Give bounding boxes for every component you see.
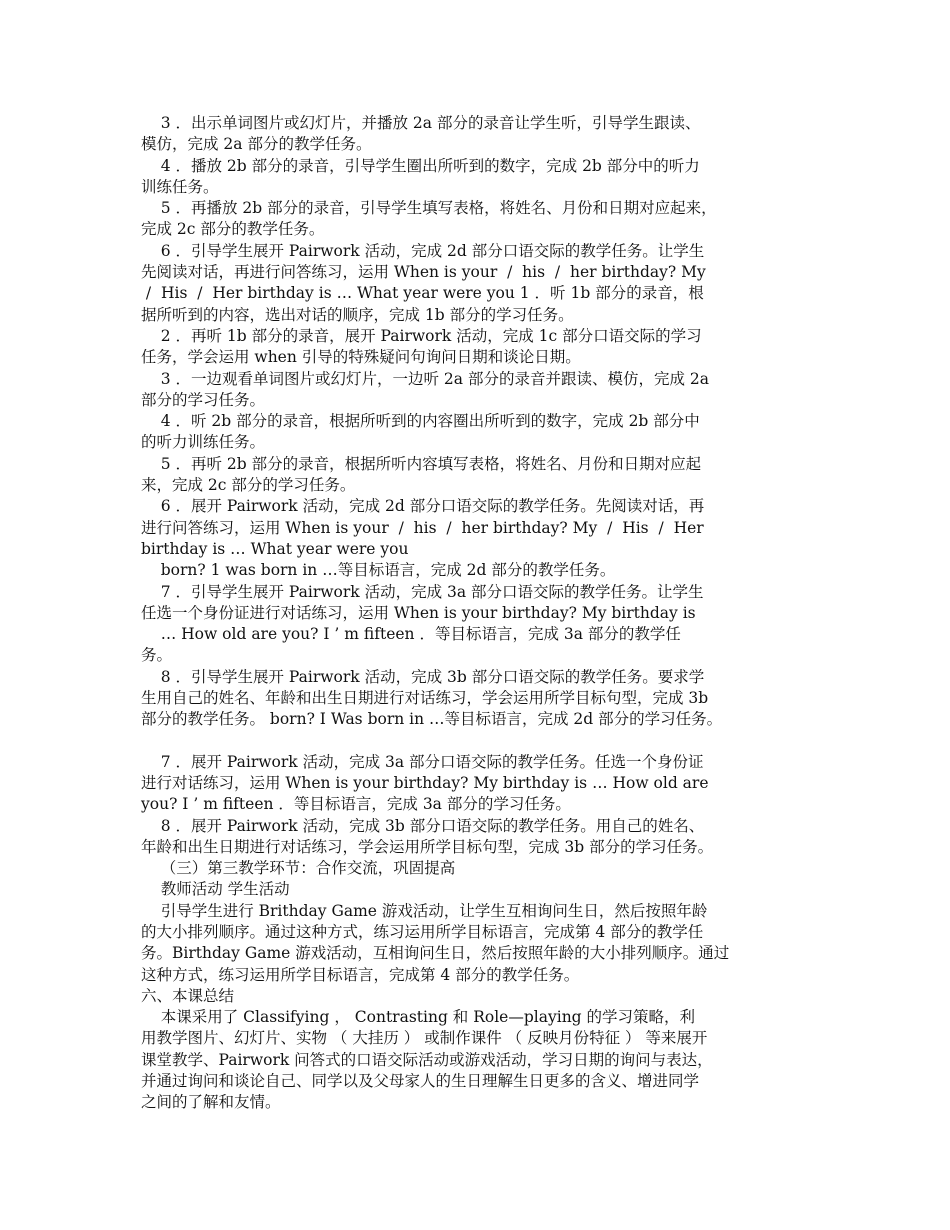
text-line: 4 ．播放 2b 部分的录音，引导学生圈出所听到的数字，完成 2b 部分中的听力 xyxy=(141,156,700,175)
document-body xyxy=(141,113,821,1114)
text-line: 5 ．再播放 2b 部分的录音，引导学生填写表格，将姓名、月份和日期对应起来， xyxy=(141,199,717,218)
text-line: 六、本课总结 xyxy=(141,986,235,1005)
text-line: 部分的教学任务。 born? I Was born in …等目标语言，完成 2d 部分的学习任务。 xyxy=(141,710,723,729)
text-line: 教师活动 学生活动 xyxy=(141,880,290,899)
text-line: 的听力训练任务。 xyxy=(141,433,266,452)
text-line: 引导学生进行 Brithday Game 游戏活动，让学生互相询问生日，然后按照年龄 xyxy=(141,901,708,920)
text-line: born? 1 was born in …等目标语言，完成 2d 部分的教学任务。 xyxy=(141,561,616,580)
text-line: 务。Birthday Game 游戏活动，互相询问生日，然后按照年龄的大小排列顺序。通过 xyxy=(141,944,730,963)
text-line: 生用自己的姓名、年龄和出生日期进行对话练习，学会运用所学目标句型，完成 3b xyxy=(141,689,709,708)
text-line: 并通过询问和谈论自己、同学以及父母家人的生日理解生日更多的含义、增进同学 xyxy=(141,1072,700,1091)
text-line: … How old are you? I ’ m fifteen ．等目标语言，完成 3a 部分的教学任 xyxy=(141,625,681,644)
text-line: 先阅读对话，再进行问答练习，运用 When is your / his / her birthday? My xyxy=(141,263,706,282)
text-line: 3 ．一边观看单词图片或幻灯片，一边听 2a 部分的录音并跟读、模仿，完成 2a xyxy=(141,369,709,388)
text-line: 8 ．引导学生展开 Pairwork 活动，完成 3b 部分口语交际的教学任务。要求学 xyxy=(141,667,705,686)
text-line: 本课采用了 Classifying ， Contrasting 和 Role—playing 的学习策略，利 xyxy=(141,1008,696,1027)
text-line: 之间的了解和友情。 xyxy=(141,1093,281,1112)
text-line: 任选一个身份证进行对话练习，运用 When is your birthday? My birthday is xyxy=(141,603,696,622)
text-line: 2 ．再听 1b 部分的录音，展开 Pairwork 活动，完成 1c 部分口语交际的学习 xyxy=(141,326,702,345)
text-line: 3 ．出示单词图片或幻灯片，并播放 2a 部分的录音让学生听，引导学生跟读、 xyxy=(141,114,701,132)
text-line: 据所听到的内容，选出对话的顺序，完成 1b 部分的学习任务。 xyxy=(141,305,574,324)
text-line: 8 ．展开 Pairwork 活动，完成 3b 部分口语交际的教学任务。用自己的姓名、 xyxy=(141,816,705,835)
text-line: 7 ．引导学生展开 Pairwork 活动，完成 3a 部分口语交际的教学任务。让学生 xyxy=(141,582,704,601)
text-line: 务。 xyxy=(141,646,173,665)
text-line: 课堂教学、Pairwork 问答式的口语交际活动或游戏活动，学习日期的询问与表达， xyxy=(141,1050,713,1069)
text-line: 4 ．听 2b 部分的录音，根据所听到的内容圈出所听到的数字，完成 2b 部分中 xyxy=(141,412,700,431)
text-line: 部分的学习任务。 xyxy=(141,390,266,409)
text-line: 的大小排列顺序。通过这种方式，练习运用所学目标语言，完成第 4 部分的教学任 xyxy=(141,922,704,941)
text-line: birthday is … What year were you xyxy=(141,539,409,558)
text-line: 进行对话练习，运用 When is your birthday? My birthday is … How old are xyxy=(141,773,709,792)
text-line: 7 ．展开 Pairwork 活动，完成 3a 部分口语交际的教学任务。任选一个身份证 xyxy=(141,752,704,771)
text-line: 5 ．再听 2b 部分的录音，根据所听内容填写表格，将姓名、月份和日期对应起 xyxy=(141,454,702,473)
text-line: 年龄和出生日期进行对话练习，学会运用所学目标句型，完成 3b 部分的学习任务。 xyxy=(141,837,714,856)
text-line: 来，完成 2c 部分的学习任务。 xyxy=(141,476,356,495)
text-line: 训练任务。 xyxy=(141,177,219,196)
text-line: 完成 2c 部分的教学任务。 xyxy=(141,220,325,239)
text-line: 用教学图片、幻灯片、实物 （ 大挂历 ） 或制作课件 （ 反映月份特征 ） 等来展开 xyxy=(141,1029,708,1048)
text-line: 进行问答练习，运用 When is your / his / her birthday? My / His / Her xyxy=(141,518,704,537)
text-line: you? I ’ m fifteen ．等目标语言，完成 3a 部分的学习任务。 xyxy=(141,795,571,814)
text-line: 6 ．引导学生展开 Pairwork 活动，完成 2d 部分口语交际的教学任务。让学生 xyxy=(141,241,705,260)
text-line xyxy=(141,731,821,752)
text-line: （三）第三教学环节：合作交流，巩固提高 xyxy=(141,859,456,878)
text-line: / His / Her birthday is … What year were you 1 ．听 1b 部分的录音，根 xyxy=(141,284,704,303)
text-line: 任务，学会运用 when 引导的特殊疑问句询问日期和谈论日期。 xyxy=(141,348,581,367)
text-line: 这种方式，练习运用所学目标语言，完成第 4 部分的教学任务。 xyxy=(141,965,580,984)
text-line: 6 ．展开 Pairwork 活动，完成 2d 部分口语交际的教学任务。先阅读对话，再 xyxy=(141,497,705,516)
text-line: 模仿，完成 2a 部分的教学任务。 xyxy=(141,135,372,154)
